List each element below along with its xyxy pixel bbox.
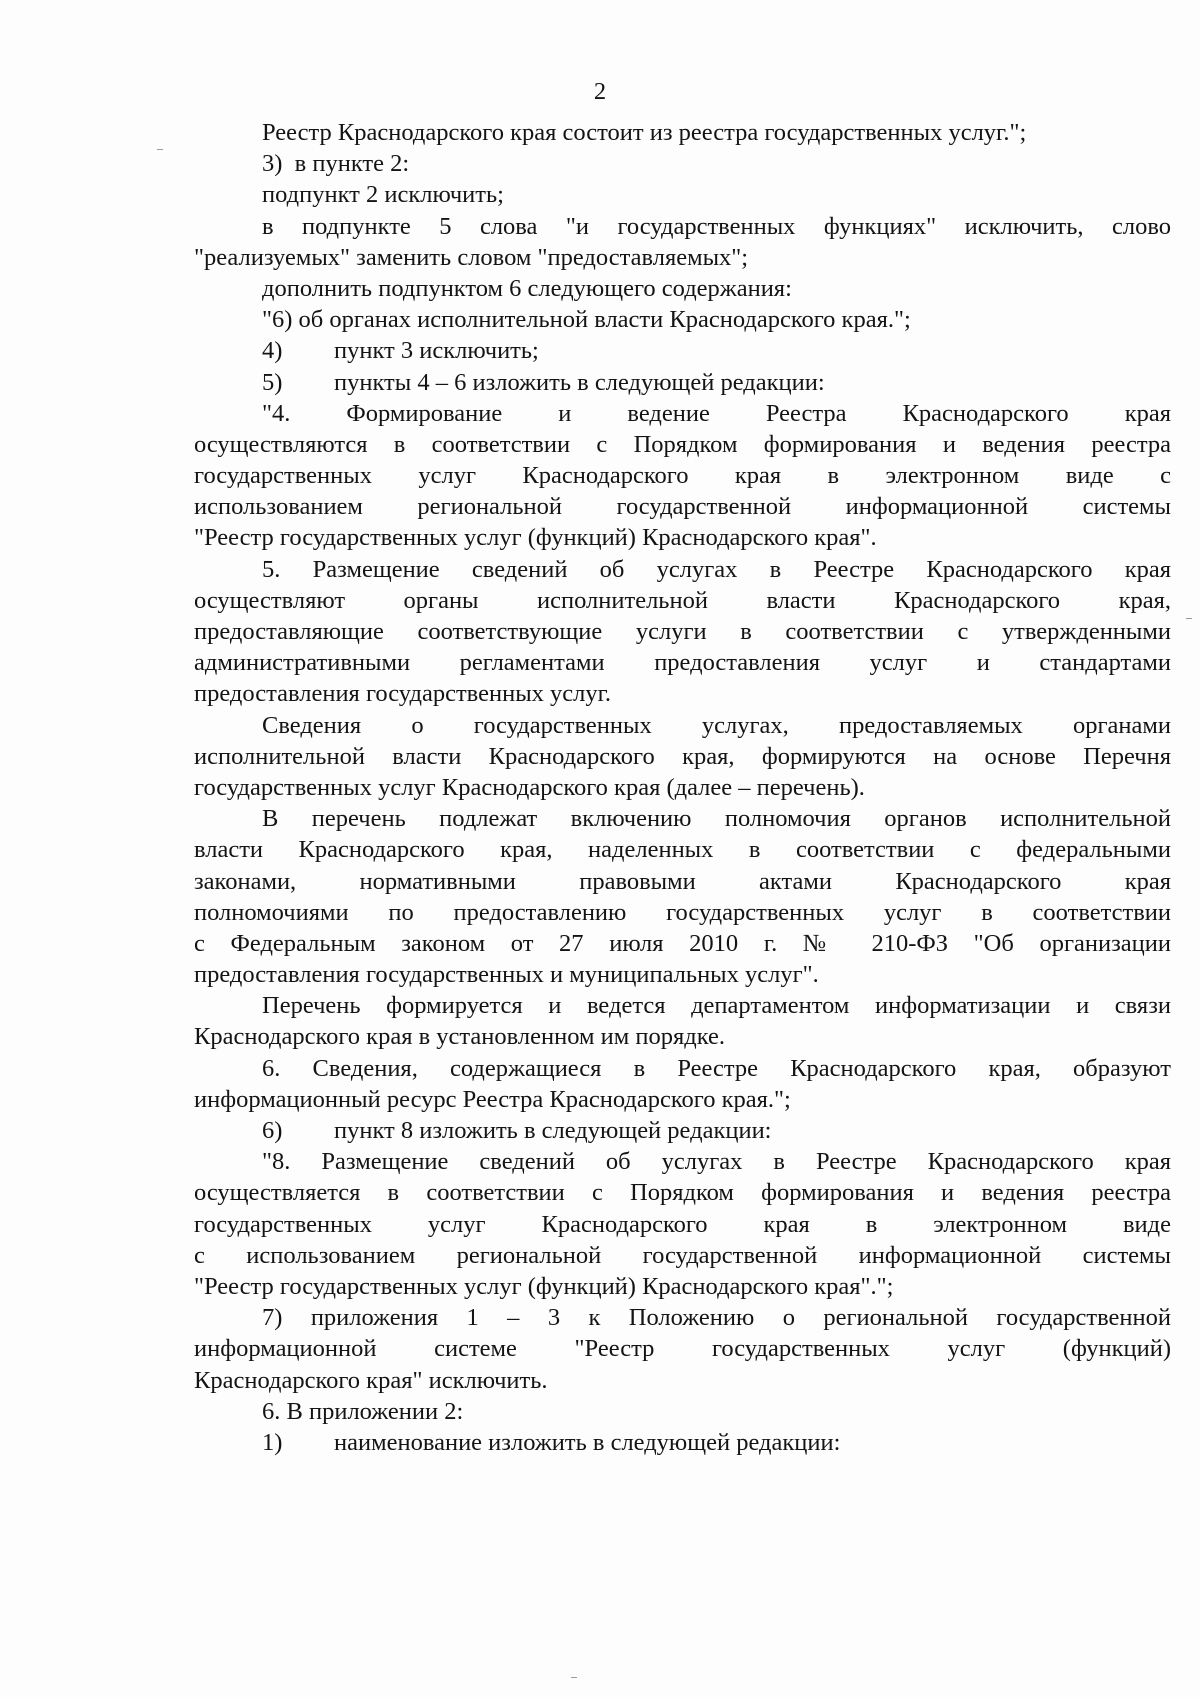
text-line: государственных услуг Краснодарского края в электронном виде <box>194 1210 1171 1238</box>
document-body <box>194 117 1171 1458</box>
list-item-3 <box>194 148 1171 179</box>
text-line: 6. Сведения, содержащиеся в Реестре Краснодарского края, образуют <box>262 1054 1171 1082</box>
text-line: Краснодарского края" исключить. <box>194 1366 548 1394</box>
text-line: 7) приложения 1 – 3 к Положению о региональной государственной <box>262 1304 1171 1332</box>
text-line: с использованием региональной государственной информационной системы <box>194 1241 1171 1269</box>
text-line: В перечень подлежат включению полномочия органов исполнительной <box>262 805 1171 833</box>
text-line: административными регламентами предоставления услуг и стандартами <box>194 649 1171 677</box>
list-number: 1) <box>262 1428 283 1456</box>
list-number: 4) <box>262 337 283 365</box>
list-item-text: пункт 8 изложить в следующей редакции: <box>334 1117 772 1144</box>
text-line: "Реестр государственных услуг (функций) Краснодарского края". <box>194 524 877 552</box>
text-line: "6) об органах исполнительной власти Краснодарского края."; <box>262 306 911 334</box>
text-line: власти Краснодарского края, наделенных в соответствии с федеральными <box>194 836 1171 864</box>
text-line: Сведения о государственных услугах, предоставляемых органами <box>262 711 1171 739</box>
text-line: информационной системе "Реестр государственных услуг (функций) <box>194 1335 1171 1363</box>
text-line: Реестр Краснодарского края состоит из реестра государственных услуг."; <box>262 119 1027 146</box>
scan-speck <box>1186 618 1192 619</box>
text-line: законами, нормативными правовыми актами Краснодарского края <box>194 867 1171 895</box>
text-line: "8. Размещение сведений об услугах в Реестре Краснодарского края <box>262 1148 1171 1176</box>
list-item-text: пункты 4 – 6 изложить в следующей редакции: <box>334 368 825 396</box>
text-line: предоставления государственных и муниципальных услуг". <box>194 961 819 989</box>
text-line: "реализуемых" заменить словом "предоставляемых"; <box>194 243 749 271</box>
text-line: с Федеральным законом от 27 июля 2010 г. № 210-ФЗ "Об организации <box>194 929 1171 957</box>
list-item-4 <box>194 335 1171 366</box>
text-line: государственных услуг Краснодарского края в электронном виде с <box>194 462 1171 490</box>
text-line: исполнительной власти Краснодарского края, формируются на основе Перечня <box>194 742 1171 770</box>
list-item-text: наименование изложить в следующей редакции: <box>334 1428 841 1456</box>
list-item-text: в пункте 2: <box>294 150 410 178</box>
scan-speck <box>571 1677 577 1678</box>
text-line: государственных услуг Краснодарского края (далее – перечень). <box>194 773 865 801</box>
text-line: полномочиями по предоставлению государственных услуг в соответствии <box>194 898 1171 926</box>
page-number: 2 <box>593 78 607 105</box>
text-line: осуществляют органы исполнительной власти Краснодарского края, <box>194 586 1171 614</box>
text-line: в подпункте 5 слова "и государственных функциях" исключить, слово <box>262 212 1171 240</box>
text-line: "Реестр государственных услуг (функций) Краснодарского края"."; <box>194 1272 894 1300</box>
list-item-5 <box>194 367 1171 398</box>
list-item-1 <box>194 1427 1171 1458</box>
text-line: использованием региональной государственной информационной системы <box>194 493 1171 521</box>
text-line: "4. Формирование и ведение Реестра Краснодарского края <box>262 399 1171 427</box>
list-number: 6) <box>262 1117 283 1144</box>
text-line: предоставляющие соответствующие услуги в соответствии с утвержденными <box>194 618 1171 645</box>
text-line: осуществляются в соответствии с Порядком формирования и ведения реестра <box>194 430 1171 458</box>
text-line: осуществляется в соответствии с Порядком формирования и ведения реестра <box>194 1179 1171 1207</box>
text-line: Краснодарского края в установленном им порядке. <box>194 1023 726 1051</box>
text-line: 6. В приложении 2: <box>262 1397 464 1425</box>
text-line: дополнить подпунктом 6 следующего содержания: <box>262 274 792 302</box>
text-line: Перечень формируется и ведется департаментом информатизации и связи <box>262 992 1171 1020</box>
text-line: информационный ресурс Реестра Краснодарского края."; <box>194 1085 791 1113</box>
text-line: 5. Размещение сведений об услугах в Реестре Краснодарского края <box>262 555 1171 583</box>
text-line: предоставления государственных услуг. <box>194 680 612 708</box>
scan-speck <box>157 149 163 150</box>
list-item-text: пункт 3 исключить; <box>334 337 539 365</box>
list-number: 5) <box>262 368 283 396</box>
text-line: подпункт 2 исключить; <box>262 181 504 209</box>
list-item-6 <box>194 1115 1171 1146</box>
list-number: 3) <box>262 150 283 178</box>
